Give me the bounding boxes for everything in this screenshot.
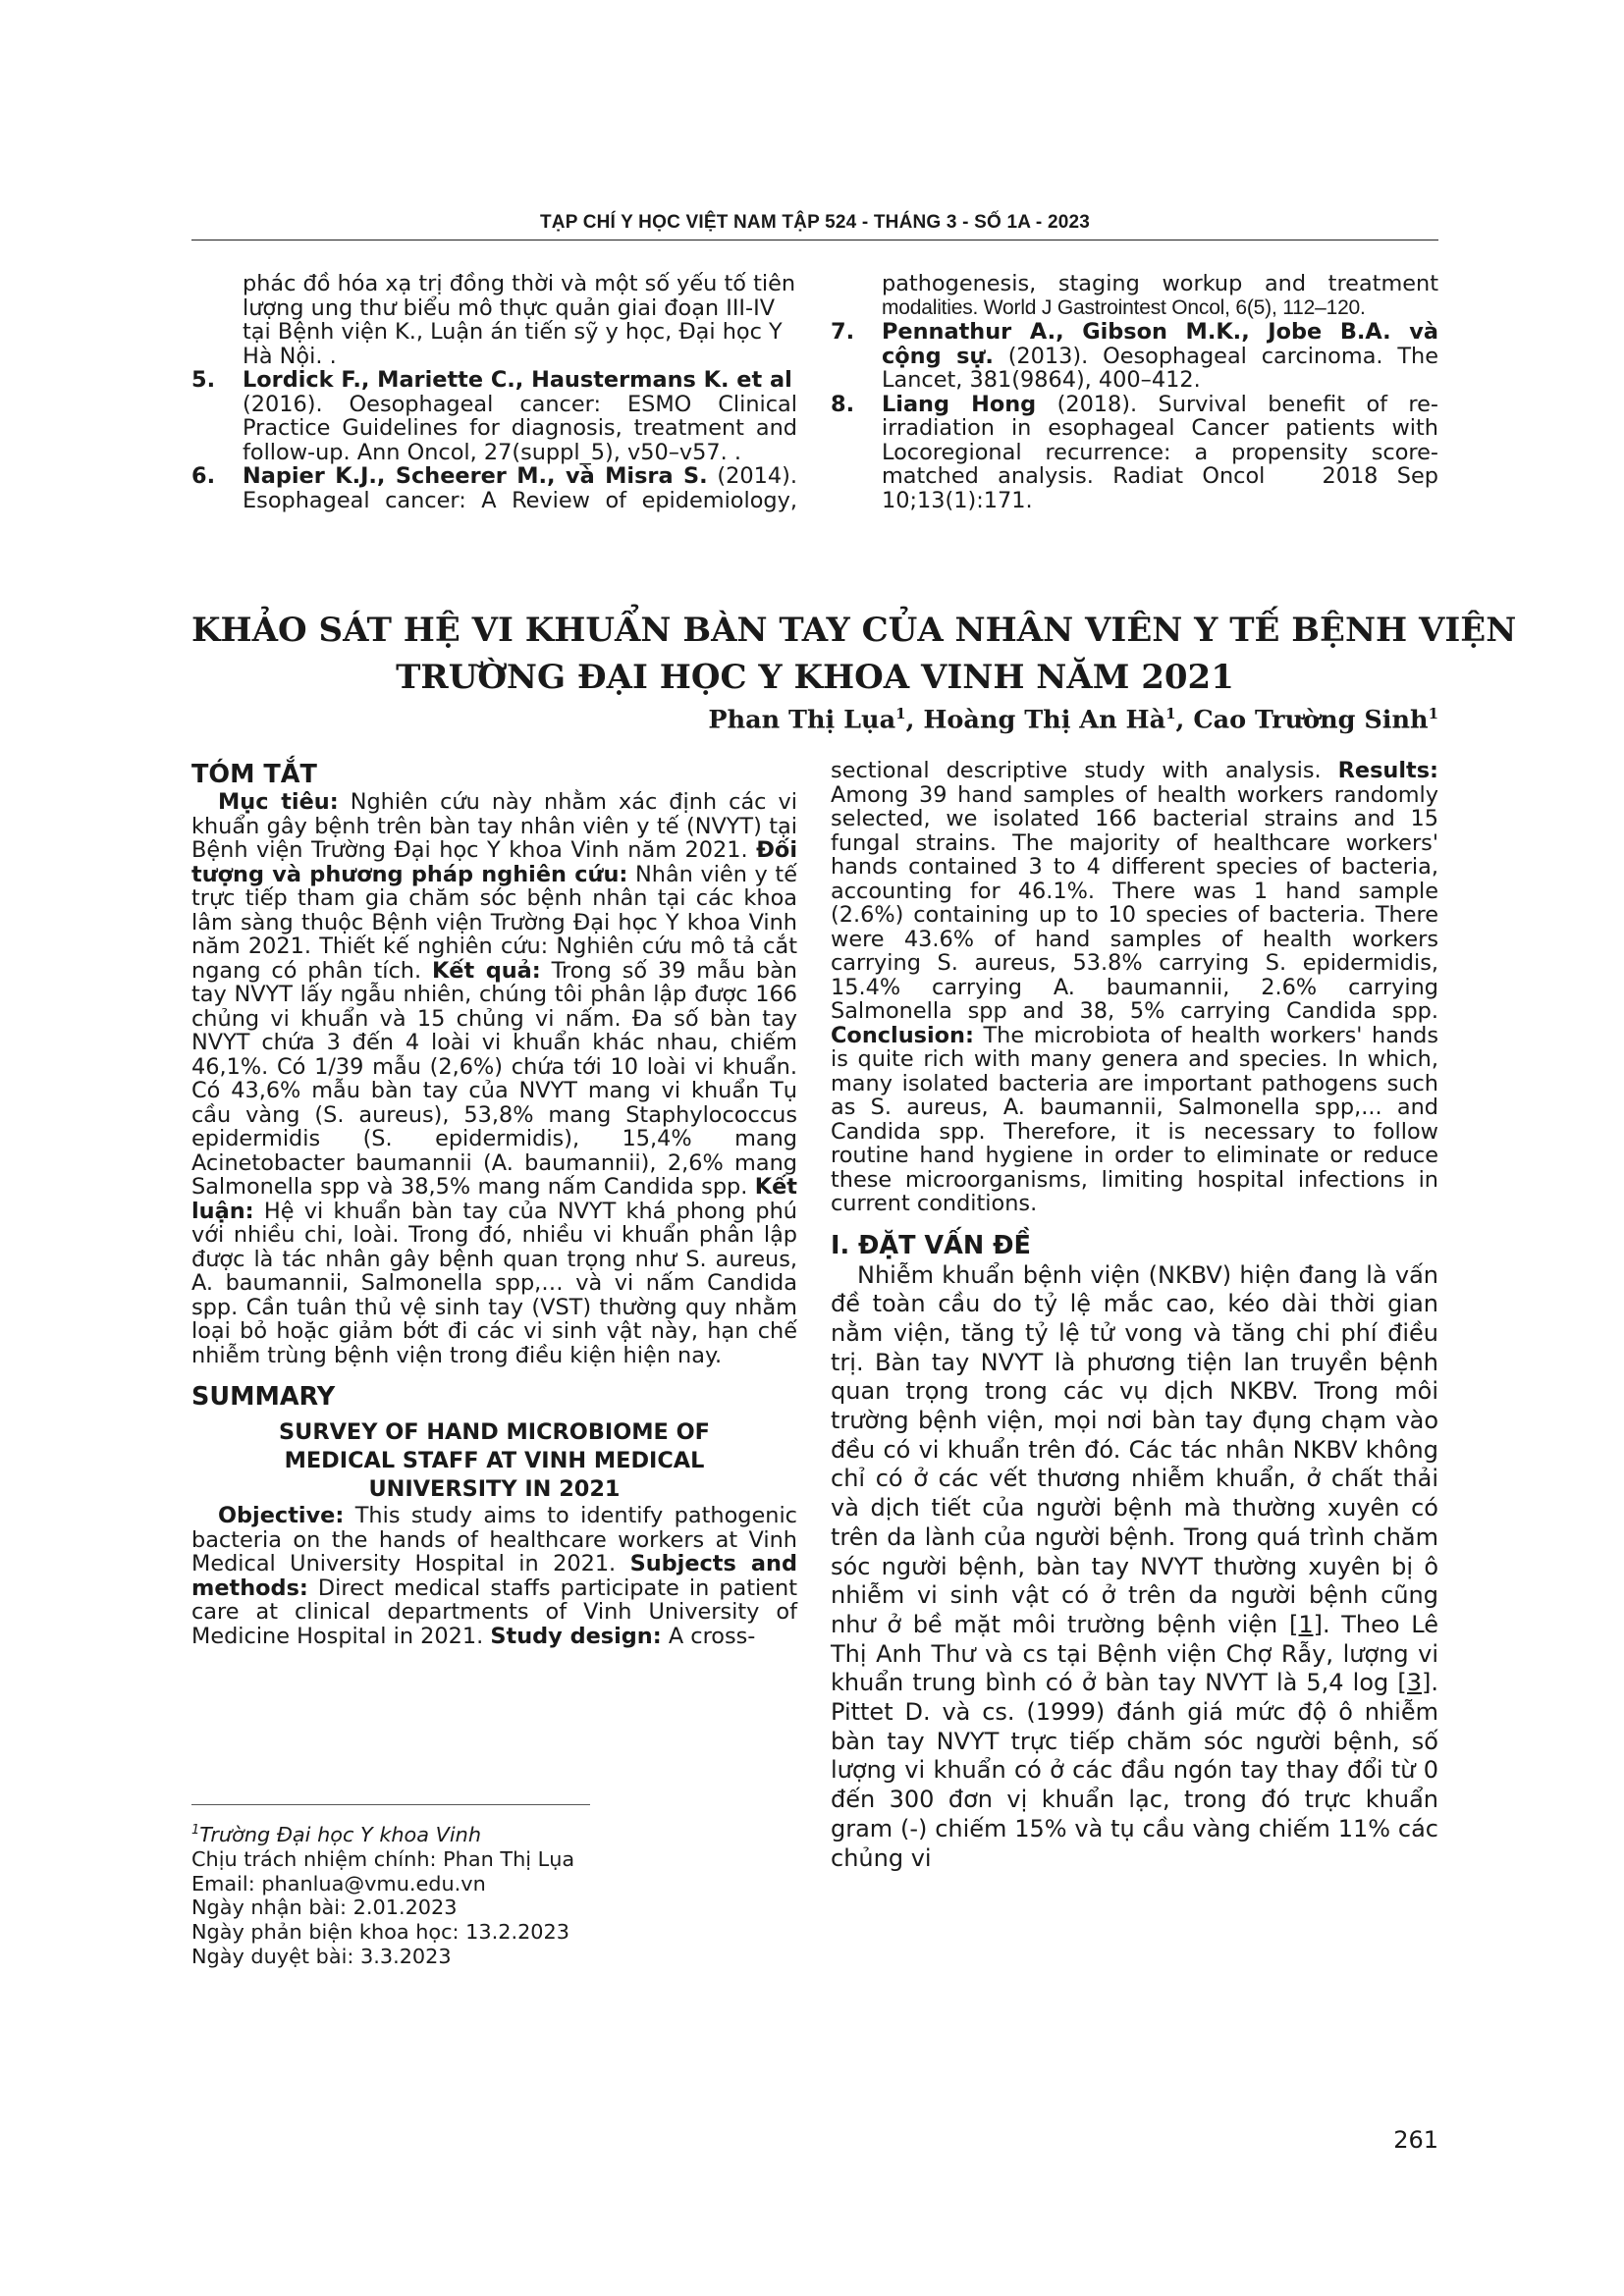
text-results: Among 39 hand samples of health workers randomly selected, we isolated 166 bacterial strains and 15 fungal strains. The majority of healthcare workers' hands contained 3 to 4 different species of bacteria, accounting for 46.1%. There was 1 hand sample (2.6%) containing up to 10 species of bacteria. There were 43.6% of hand samples of health workers carrying S. aureus, 53.8% carrying S. epidermidis, 15.4% carrying A. baumannii, 2.6% carrying Salmonella spp and 38, 5% carrying Candida spp. — [831, 781, 1438, 1024]
summary-title-line: SURVEY OF HAND MICROBIOME OF — [279, 1419, 710, 1445]
label-muc-tieu: Mục tiêu: — [218, 789, 339, 815]
ref-line: (2016). Oesophageal cancer: ESMO Clinical — [243, 391, 797, 417]
footnote — [191, 1819, 797, 1969]
abstract-en-part2 — [831, 759, 1438, 1216]
review-date: Ngày phản biện khoa học: 13.2.2023 — [191, 1920, 570, 1945]
ref-line: matched analysis. Radiat Oncol 2018 Sep — [882, 463, 1438, 489]
author-name: Phan Thị Lụa — [708, 705, 896, 735]
ref-authors: Liang Hong — [882, 391, 1037, 417]
author-name: Hoàng Thị An Hà — [923, 705, 1166, 735]
citation-link[interactable]: [3] — [1397, 1669, 1432, 1697]
author-name: Cao Trường Sinh — [1193, 705, 1429, 735]
ref-authors: Napier K.J., Scheerer M., và Misra S. — [243, 463, 708, 489]
ref-line: follow-up. Ann Oncol, 27(suppl_5), v50–v57. . — [243, 439, 742, 465]
ref-authors: Pennathur A., Gibson M.K., Jobe B.A. và — [882, 319, 1438, 345]
ref-line: Practice Guidelines for diagnosis, treatment and — [243, 415, 797, 441]
section-heading-tomtat: TÓM TẮT — [191, 760, 317, 789]
summary-title-line: UNIVERSITY IN 2021 — [368, 1476, 621, 1502]
ref-line: irradiation in esophageal Cancer patients with — [882, 415, 1438, 441]
intro-paragraph — [831, 1261, 1438, 1874]
reference-item — [831, 320, 1438, 393]
ref-number: 5. — [191, 367, 216, 393]
left-column — [191, 759, 797, 1648]
responsible-author: Chịu trách nhiệm chính: Phan Thị Lụa — [191, 1846, 575, 1871]
intro-text: . Theo Lê Thị Anh Thư và cs tại Bệnh viện Chợ Rẫy, lượng vi khuẩn trung bình có ở bàn tay NVYT là 5,4 log — [831, 1610, 1438, 1697]
ref-line: pathogenesis, staging workup and treatment — [882, 271, 1438, 296]
ref-year: (2013). Oesophageal carcinoma. The — [993, 343, 1438, 369]
received-date: Ngày nhận bài: 2.01.2023 — [191, 1896, 458, 1920]
text-doi-tuong: Nhân viên y tế trực tiếp tham gia chăm sóc bệnh nhân tại các khoa lâm sàng thuộc Bệnh viện Trường Đại học Y khoa Vinh năm 2021. Thiết kế nghiên cứu: Nghiên cứu mô tả cắt ngang có phân tích. — [191, 861, 797, 984]
accepted-date: Ngày duyệt bài: 3.3.2023 — [191, 1944, 452, 1968]
ref-number: 7. — [831, 319, 855, 345]
ref-line: Lancet, 381(9864), 400–412. — [882, 367, 1201, 393]
right-column — [831, 759, 1438, 1873]
reference-item — [831, 272, 1438, 320]
text-ket-qua: Trong số 39 mẫu bàn tay NVYT lấy ngẫu nhiên, chúng tôi phân lập được 166 chủng vi khuẩn và 15 chủng vi nấm. Đa số bàn tay NVYT chứa 3 đến 4 loài vi khuẩn khác nhau, chiếm 46,1%. Có 1/39 mẫu (2,6%) chứa tới 10 loài vi khuẩn. Có 43,6% mẫu bàn tay của NVYT mang vi khuẩn Tụ cầu vàng (S. aureus), 53,8% mang Staphylococcus epidermidis (S. epidermidis), 15,4% mang Acinetobacter baumannii (A. baumannii), 2,6% mang Salmonella spp và 38,5% mang nấm Candida spp. — [191, 957, 797, 1200]
text-design-start: A cross- — [661, 1623, 756, 1649]
affiliation-mark: 1 — [895, 705, 906, 722]
text-objective: This study aims to identify pathogenic bacteria on the hands of healthcare workers at Vinh Medical University Hospital in 2021. — [191, 1503, 797, 1576]
title-line: KHẢO SÁT HỆ VI KHUẨN BÀN TAY CỦA NHÂN VIÊN Y TẾ BỆNH VIỆN — [191, 611, 1517, 650]
text-muc-tieu: Nghiên cứu này nhằm xác định các vi khuẩn gây bệnh trên bàn tay nhân viên y tế (NVYT) tại Bệnh viện Trường Đại học Y khoa Vinh năm 2021. — [191, 789, 797, 863]
ref-line: Locoregional recurrence: a propensity score- — [882, 439, 1438, 465]
ref-line: 10;13(1):171. — [882, 487, 1033, 513]
reference-item — [191, 368, 797, 464]
section-heading-summary: SUMMARY — [191, 1382, 336, 1412]
authors-line: Phan Thị Lụa$^1$, Hoàng Thị An $Hà^1$, Cao Trường Sinh$^1$ — [708, 705, 1438, 735]
intro-body — [831, 1261, 1438, 1874]
journal-header: TẠP CHÍ Y HỌC VIỆT NAM TẬP 524 - THÁNG 3 - SỐ 1A - 2023 — [539, 212, 1091, 233]
references-right — [831, 272, 1438, 512]
summary-title — [191, 1418, 797, 1504]
affiliation-mark: 1 — [1165, 705, 1176, 722]
label-subjects: Subjects and methods: — [191, 1551, 797, 1601]
label-doi-tuong: Đối tượng và phương pháp nghiên cứu: — [191, 837, 797, 887]
reference-item — [191, 464, 797, 512]
intro-text: . Pittet D. và cs. (1999) đánh giá mức độ ô nhiễm bàn tay NVYT trực tiếp chăm sóc người bệnh, số lượng vi khuẩn có ở các đầu ngón tay thay đổi từ 0 đến 300 đơn vị khuẩn lạc, trong đó trực khuẩn gram (-) chiếm 15% và tụ cầu vàng chiếm 11% các chủng vi — [831, 1669, 1438, 1872]
title-line: TRƯỜNG ĐẠI HỌC Y KHOA VINH NĂM 2021 — [396, 658, 1234, 697]
label-ket-luan: Kết luận: — [191, 1174, 797, 1224]
text-ket-luan: Hệ vi khuẩn bàn tay của NVYT khá phong phú với nhiều chi, loài. Trong đó, nhiều vi khuẩn phân lập được là tác nhân gây bệnh quan trọng như S. aureus, A. baumannii, Salmonella spp,… và vi nấm Candida spp. Cần tuân thủ vệ sinh tay (VST) thường quy nhằm loại bỏ hoặc giảm bớt đi các vi sinh vật này, hạn chế nhiễm trùng bệnh viện trong điều kiện hiện nay. — [191, 1198, 797, 1368]
label-conclusion: Conclusion: — [831, 1022, 974, 1048]
reference-item — [831, 393, 1438, 513]
summary-title-line: MEDICAL STAFF AT VINH MEDICAL — [284, 1448, 705, 1473]
abstract-vi — [191, 790, 797, 1367]
ref-line: Hà Nội. . — [243, 343, 337, 369]
label-objective: Objective: — [218, 1503, 345, 1528]
reference-item — [191, 272, 797, 368]
ref-authors-cont: cộng sự. — [882, 343, 994, 369]
label-results: Results: — [1337, 758, 1438, 783]
ref-number: 8. — [831, 391, 855, 417]
ref-line: modalities. World J Gastrointest Oncol, 6(5), 112–120. — [882, 295, 1366, 319]
ref-line: phác đồ hóa xạ trị đồng thời và một số yếu tố tiên — [243, 271, 796, 296]
ref-line: tại Bệnh viện K., Luận án tiến sỹ y học, Đại học Y — [243, 319, 783, 345]
abstract-en-part1 — [191, 1504, 797, 1648]
ref-year: (2018). Survival benefit of re- — [1036, 391, 1438, 417]
references-left — [191, 272, 797, 512]
affiliation-mark: 1 — [191, 1823, 200, 1838]
ref-line: lượng ung thư biểu mô thực quản giai đoạn III-IV — [243, 294, 776, 321]
section-heading-intro: I. ĐẶT VẤN ĐỀ — [831, 1230, 1031, 1260]
ref-number: 6. — [191, 463, 216, 489]
ref-authors: Lordick F., Mariette C., Haustermans K. et al — [243, 367, 792, 393]
page-number: 261 — [1393, 2126, 1438, 2154]
email: Email: phanlua@vmu.edu.vn — [191, 1871, 486, 1896]
text-design-end: sectional descriptive study with analysis. — [831, 758, 1338, 783]
label-ket-qua: Kết quả: — [431, 957, 541, 984]
affiliation-mark: 1 — [1428, 705, 1438, 722]
ref-line: Esophageal cancer: A Review of epidemiology, — [243, 487, 797, 513]
footnote-rule — [191, 1804, 590, 1805]
text-subjects: Direct medical staffs participate in patient care at clinical departments of Vinh University of Medicine Hospital in 2021. — [191, 1575, 797, 1649]
text-conclusion: The microbiota of health workers' hands is quite rich with many genera and species. In which, many isolated bacteria are important pathogens such as S. aureus, A. baumannii, Salmonella spp,... and Candida spp. Therefore, it is necessary to follow routine hand hygiene in order to eliminate or reduce these microorganisms, limiting hospital infections in current conditions. — [831, 1022, 1438, 1216]
intro-text: Nhiễm khuẩn bệnh viện (NKBV) hiện đang là vấn đề toàn cầu do tỷ lệ mắc cao, kéo dài thời gian nằm viện, tăng tỷ lệ tử vong và tăng chi phí điều trị. Bàn tay NVYT là phương tiện lan truyền bệnh quan trọng trong các vụ dịch NKBV. Trong môi trường bệnh viện, mọi nơi bàn tay đụng chạm vào đều có vi khuẩn trên đó. Các tác nhân NKBV không chỉ có ở các vết thương nhiễm khuẩn, ở chất thải và dịch tiết của người bệnh mà thường xuyên có trên da lành của người bệnh. Trong quá trình chăm sóc người bệnh, bàn tay NVYT thường xuyên bị ô nhiễm vi sinh vật có ở trên da người bệnh cũng như ở bề mặt môi trường bệnh viện — [831, 1260, 1438, 1638]
label-design: Study design: — [490, 1623, 662, 1649]
ref-year: (2014). — [707, 463, 797, 489]
article-title — [191, 607, 1517, 701]
citation-link[interactable]: [1] — [1288, 1610, 1323, 1638]
affiliation: Trường Đại học Y khoa Vinh — [199, 1822, 481, 1846]
